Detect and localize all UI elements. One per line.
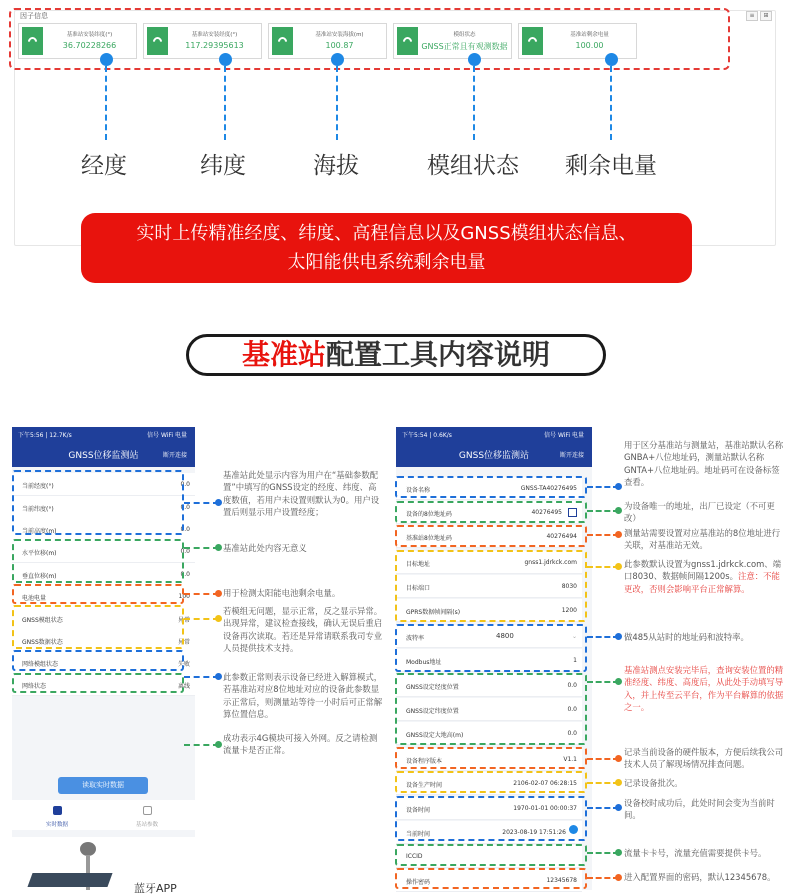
disconnect-button[interactable]: 断开连接 <box>559 452 584 459</box>
label-module-status: 模组状态 <box>427 153 519 179</box>
phone-realtime: 下午5:56 | 12.7K/s 信号 WiFi 电量 GNSS位移监测站 断开连接 <box>12 427 195 837</box>
baud-rate-select[interactable]: 波特率 4800 ⌄ <box>396 625 582 648</box>
solar-panel-icon <box>27 873 112 887</box>
row-set-lon[interactable]: GNSS设定经度位置 0.0 <box>396 674 582 697</box>
row-target-port[interactable]: 目标端口 8030 <box>396 575 582 598</box>
tab-realtime[interactable]: 实时数据 <box>46 822 69 828</box>
chevron-down-icon: ⌄ <box>571 633 577 640</box>
note-device-addr: 为设备唯一的地址，出厂已设定（不可更改） <box>624 501 775 524</box>
signal-icon <box>147 27 168 55</box>
row-device-time: 设备时间 1970-01-01 00:00:37 <box>396 797 582 820</box>
note-time: 设备校时成功后，此处时间会变为当前时间。 <box>624 798 775 821</box>
row-set-height[interactable]: GNSS设定大地高(m) 0.0 <box>396 722 582 745</box>
connector-dot <box>605 53 618 66</box>
note-battery: 用于检测太阳能电池剩余电量。 <box>223 588 341 598</box>
label-latitude: 纬度 <box>200 153 246 179</box>
connector-dot <box>219 53 232 66</box>
row-cur-lon: 当前经度(°) 0.0 <box>12 473 195 496</box>
panel-title: 因子信息 <box>20 12 48 20</box>
row-cur-height: 当前高度(m) 0.0 <box>12 518 195 541</box>
row-gnss-module: GNSS模组状态 异常 <box>12 607 195 630</box>
connector-dot <box>468 53 481 66</box>
chart-icon[interactable] <box>53 806 62 815</box>
row-v-disp: 垂直位移(m) 0.0 <box>12 563 195 586</box>
note-install-pos: 基准站测点安装完毕后，查询安装位置的精准经度、纬度、高度后，从此处手动填写导入，并上传至云平台，作为平台解算的依据之一。 <box>624 665 784 712</box>
note-fw: 记录当前设备的硬件版本，方便后续我公司技术人员了解现场情况排查问题。 <box>624 747 784 770</box>
card-longitude: 基准站安装经度(°) 117.29395613 <box>143 23 262 59</box>
row-device-name: 设备名称 GNSS-TA40276495 <box>396 477 582 500</box>
bluetooth-app-label: 蓝牙APP <box>134 882 177 895</box>
row-device-addr: 设备的8位地址码 40276495 <box>396 501 582 524</box>
feature-banner: 实时上传精准经度、纬度、高程信息以及GNSS模组状态信息、 太阳能供电系统剩余电量 <box>81 213 692 283</box>
connector-dot <box>100 53 113 66</box>
disconnect-button[interactable]: 断开连接 <box>162 452 187 459</box>
row-h-disp: 水平位移(m) 0.0 <box>12 540 195 563</box>
label-battery: 剩余电量 <box>565 153 657 179</box>
row-battery: 电池电量 100 <box>12 585 195 608</box>
note-gnss-status: 若模组无问题，显示正常，反之显示异常。出现异常，建议检查接线，确认无误后重启设备再次读取。若还是异常请联系我司专业人员提供技术支持。 <box>223 606 383 653</box>
note-displacement: 基准站此处内容无意义 <box>223 543 307 553</box>
row-gnss-data: GNSS数据状态 异常 <box>12 629 195 652</box>
label-longitude: 经度 <box>81 153 127 179</box>
note-base-addr: 测量站需要设置对应基准站的8位地址进行关联，对基准站无效。 <box>624 528 781 551</box>
bottom-tabbar <box>12 800 195 830</box>
read-realtime-button[interactable]: 读取实时数据 <box>58 777 148 794</box>
tab-params[interactable]: 基站参数 <box>136 822 159 828</box>
row-base-addr: 基准站8位地址码 40276494 <box>396 525 582 548</box>
card-battery: 基准站剩余电量 100.00 <box>518 23 637 59</box>
row-set-lat[interactable]: GNSS设定纬度位置 0.0 <box>396 698 582 721</box>
card-latitude: 基准站安装纬度(°) 36.70228266 <box>18 23 137 59</box>
refresh-icon[interactable] <box>143 806 152 815</box>
note-lonlat: 基准站此处显示内容为用户在“基础参数配置”中填写的GNSS设定的经度、纬度、高度数值，若用户未设置则默认为0。用户设置后则显示用户设置经度； <box>223 470 380 517</box>
signal-icon <box>272 27 293 55</box>
note-net-module: 此参数正常则表示设备已经进入解算模式，若基准站对应8位地址对应的设备此参数显示正常后，则测量站等待一小时后可正常解算位置信息。 <box>223 672 383 719</box>
grid-icon[interactable]: ⊞ <box>760 11 772 21</box>
row-net-status: 网络状态 离线 <box>12 673 195 696</box>
signal-icon <box>397 27 418 55</box>
antenna-icon <box>80 842 96 856</box>
row-fw-version: 设备程序版本 V1.1 <box>396 748 582 771</box>
card-altitude: 基准站安装海拔(m) 100.87 <box>268 23 387 59</box>
row-password[interactable]: 操作密码 12345678 <box>396 869 582 892</box>
row-prod-time: 设备生产时间 2106-02-07 06:28:15 <box>396 772 582 795</box>
app-title: GNSS位移监测站 <box>458 451 530 461</box>
signal-icon <box>522 27 543 55</box>
app-title: GNSS位移监测站 <box>68 451 139 461</box>
note-net-status: 成功表示4G模块可接入外网。反之请检测流量卡是否正常。 <box>223 733 378 756</box>
list-icon[interactable]: ≡ <box>746 11 758 21</box>
row-target-addr[interactable]: 目标地址 gnss1.jdrkck.com <box>396 551 582 574</box>
row-iccid: ICCID <box>396 845 582 868</box>
note-iccid: 流量卡卡号，流量充值需要提供卡号。 <box>624 848 767 858</box>
note-target: 此参数默认设置为gnss1.jdrkck.com、端口8030、数据帧间隔1200s。注意：不能更改，否则会影响平台正常解算。 <box>624 559 782 594</box>
note-password: 进入配置界面的密码，默认12345678。 <box>624 872 776 882</box>
row-cur-time: 当前时间 2023-08-19 17:51:26 <box>396 821 582 844</box>
note-device-name: 用于区分基准站与测量站，基准站默认名称GNBA+八位地址码，测量站默认名称GNTA+八位地址码。地址码可在设备标签查看。 <box>624 440 784 487</box>
phone-config: 下午5:54 | 0.6K/s 信号 WiFi 电量 GNSS位移监测站 断开连接 <box>396 427 592 890</box>
card-module-status: 模组状态 GNSS正常且有观测数据 <box>393 23 512 59</box>
section-title: 基准站配置工具内容说明 <box>186 334 606 376</box>
label-altitude: 海拔 <box>313 153 359 179</box>
row-gprs-interval[interactable]: GPRS数据帧间隔(s) 1200 <box>396 599 582 622</box>
row-net-module: 网络模组状态 失败 <box>12 651 195 674</box>
connector-dot <box>331 53 344 66</box>
row-cur-lat: 当前纬度(°) 0.0 <box>12 496 195 519</box>
signal-icon <box>22 27 43 55</box>
note-batch: 记录设备批次。 <box>624 778 683 788</box>
note-baud: 做485从站时的地址码和波特率。 <box>624 632 749 642</box>
row-modbus-addr[interactable]: Modbus地址 1 <box>396 649 582 672</box>
